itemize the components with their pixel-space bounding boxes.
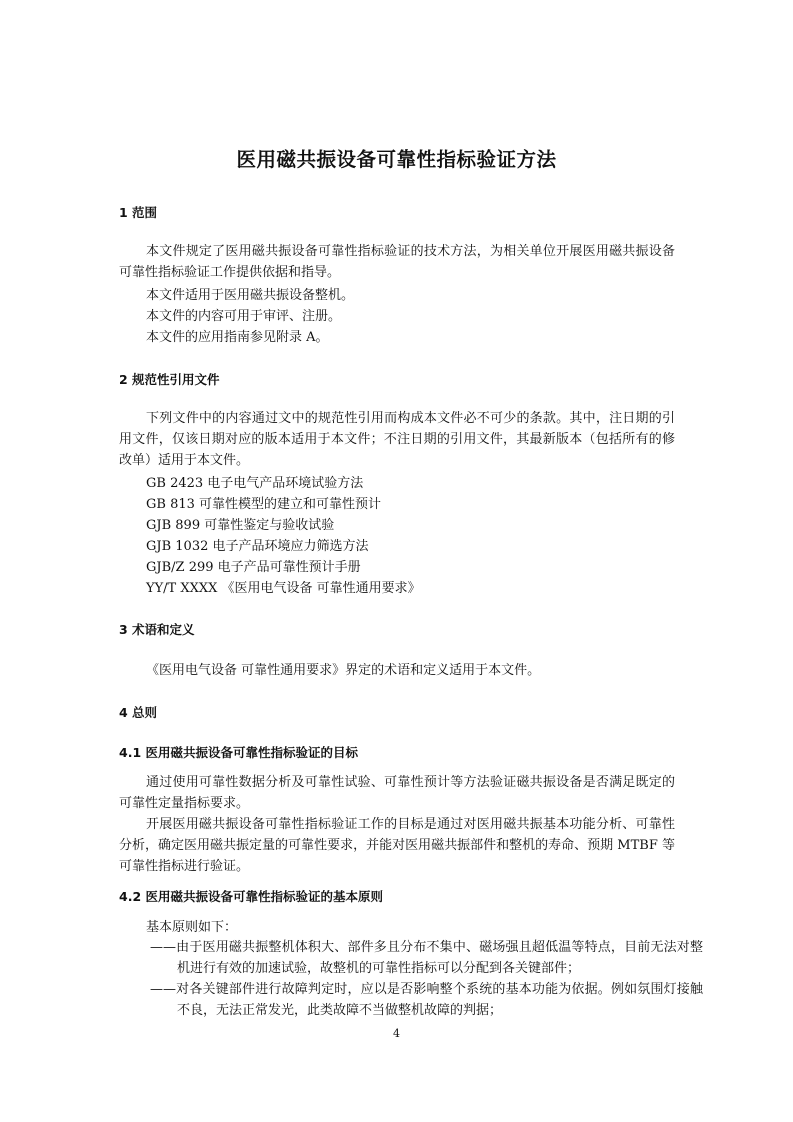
section-1-heading: 1 范围 [119,205,158,220]
section-4-2-intro: 基本原则如下： [146,920,238,935]
page-number: 4 [393,1027,400,1040]
reference-item: GJB/Z 299 电子产品可靠性预计手册 [146,560,361,575]
section-4-2-heading: 4.2 医用磁共振设备可靠性指标验证的基本原则 [119,889,383,904]
page-title: 医用磁共振设备可靠性指标验证方法 [236,148,557,171]
section-1-line-appendix: 本文件的应用指南参见附录 A。 [146,330,329,345]
principle-item: ——由于医用磁共振整机体积大、部件多且分布不集中、磁场强且超低温等特点，目前无法对整机进行有效的加速试验，故整机的可靠性指标可以分配到各关键部件； [150,940,703,976]
reference-item: GJB 899 可靠性鉴定与验收试验 [146,518,335,533]
section-3-heading: 3 术语和定义 [119,622,195,637]
section-4-1-heading: 4.1 医用磁共振设备可靠性指标验证的目标 [119,745,358,760]
reference-item: GJB 1032 电子产品环境应力筛选方法 [146,539,369,554]
section-1-line-scope: 本文件适用于医用磁共振设备整机。 [146,288,355,303]
reference-item: GB 813 可靠性模型的建立和可靠性预计 [146,497,382,512]
section-1-paragraph: 本文件规定了医用磁共振设备可靠性指标验证的技术方法，为相关单位开展医用磁共振设备可靠性指标验证工作提供依据和指导。 [119,244,675,280]
section-2-heading: 2 规范性引用文件 [119,372,220,387]
section-4-1-paragraph-2: 开展医用磁共振设备可靠性指标验证工作的目标是通过对医用磁共振基本功能分析、可靠性分析，确定医用磁共振定量的可靠性要求，并能对医用磁共振部件和整机的寿命、预期 MTBF 等可靠性指标进行验证。 [119,817,675,874]
principle-item: ——对各关键部件进行故障判定时，应以是否影响整个系统的基本功能为依据。例如氛围灯接触不良，无法正常发光，此类故障不当做整机故障的判据； [150,982,703,1018]
reference-item: YY/T XXXX 《医用电气设备 可靠性通用要求》 [146,581,421,596]
section-3-paragraph: 《医用电气设备 可靠性通用要求》界定的术语和定义适用于本文件。 [146,663,541,678]
section-4-heading: 4 总则 [119,705,158,720]
reference-item: GB 2423 电子电气产品环境试验方法 [146,476,364,491]
section-4-1-paragraph-1: 通过使用可靠性数据分析及可靠性试验、可靠性预计等方法验证磁共振设备是否满足既定的可靠性定量指标要求。 [119,775,675,811]
section-2-paragraph: 下列文件中的内容通过文中的规范性引用而构成本文件必不可少的条款。其中，注日期的引用文件，仅该日期对应的版本适用于本文件；不注日期的引用文件，其最新版本（包括所有的修改单）适用于本文件。 [119,411,675,468]
section-1-line-use: 本文件的内容可用于审评、注册。 [146,309,342,324]
